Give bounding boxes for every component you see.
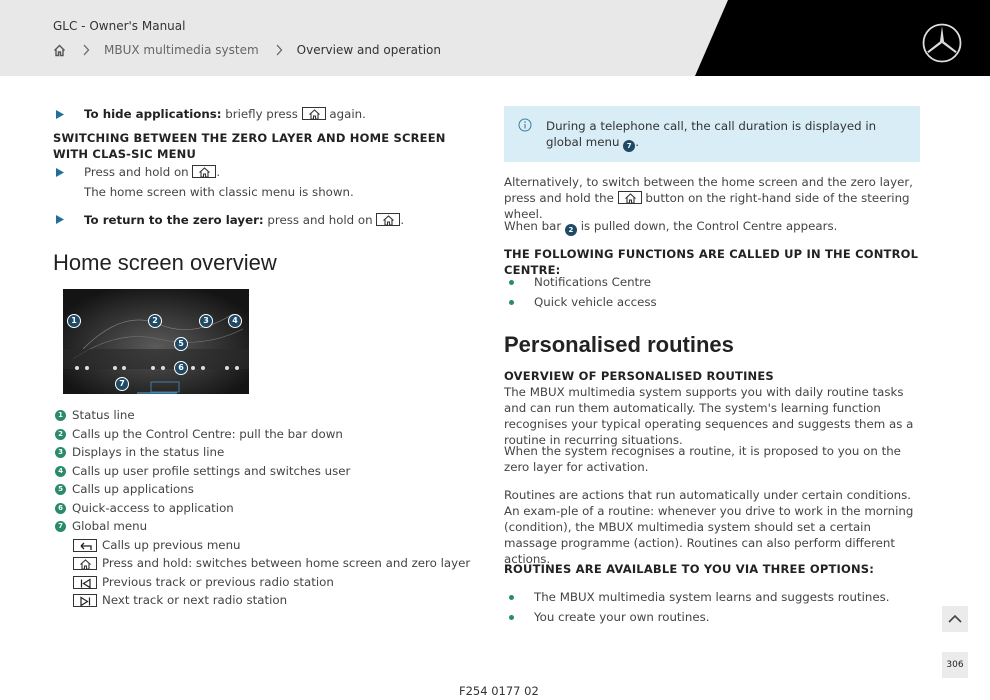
legend-text: Global menu [72,519,148,533]
routines-are-paragraph: Routines are actions that run automatically under certain conditions. An exam-ple of a routine: whenever you drive to work in the morning (condition), the MBUX multimedia system should set a certain massage programme (action). Routines can also perform different actions. [504,488,914,566]
home-icon [79,559,92,570]
back-key [73,539,97,552]
personalised-routines-heading: Personalised routines [504,332,734,357]
breadcrumb-item-mbux[interactable]: MBUX multimedia system [104,43,259,57]
list-item-text: Notifications Centre [534,275,652,289]
next-track-key [73,594,97,607]
when-system-paragraph: When the system recognises a routine, it is proposed to you on the zero layer for activation. [504,444,901,474]
return-zero-text: press and hold on [263,213,377,227]
alternatively-paragraph [504,174,924,222]
previous-track-icon [79,578,92,589]
hide-apps-text: briefly press [221,107,302,121]
alternatively-text: Alternatively, to switch between the home screen and the zero layer, press and hold the [504,175,913,205]
alternatively-text-end: button on the right-hand side of the steering wheel. [504,191,910,221]
chevron-up-icon [942,606,968,632]
step-arrow-icon [56,215,64,224]
home-icon [624,193,637,204]
home-screen-graphic [63,289,249,394]
page-header [0,0,990,76]
overview-routines-heading: OVERVIEW OF PERSONALISED ROUTINES [504,369,774,383]
list-item [504,588,890,608]
sub-legend-text: Previous track or previous radio station [102,574,334,589]
routine-options-list [504,588,890,627]
legend-item [55,443,475,462]
info-icon [518,118,532,132]
bar-number: 2 [565,224,577,236]
figure-id: F254 0177 02 [459,684,539,698]
bullet [509,595,514,600]
callout-3: 3 [199,314,213,328]
manual-title: GLC - Owner's Manual [53,19,186,33]
control-centre-functions-heading: THE FOLLOWING FUNCTIONS ARE CALLED UP IN THE CONTROL CENTRE: [504,247,919,277]
breadcrumb [53,42,441,58]
when-bar-paragraph [504,218,837,236]
home-icon[interactable] [53,44,66,57]
next-track-icon [79,596,92,607]
legend-number: 2 [55,429,66,440]
home-screen-illustration [63,289,249,394]
return-zero-text-end: . [400,213,405,227]
home-icon [382,215,395,226]
list-item [504,293,657,313]
home-screen-overview-heading: Home screen overview [53,250,277,275]
home-screen-legend [55,406,475,610]
press-hold-step [84,164,220,180]
hide-apps-step [84,106,366,122]
home-key [73,557,97,570]
legend-number: 4 [55,466,66,477]
bullet [509,280,514,285]
list-item [504,273,657,293]
legend-text: Calls up applications [72,482,194,496]
list-item [504,608,890,628]
legend-text: Quick-access to application [72,500,234,515]
bullet [509,300,514,305]
chevron-right-icon [275,44,283,56]
home-key [192,165,216,178]
three-options-heading: ROUTINES ARE AVAILABLE TO YOU VIA THREE OPTIONS: [504,562,875,576]
return-zero-label: To return to the zero layer: [84,213,264,227]
hide-apps-label: To hide applications: [84,107,222,121]
page-number: 306 [942,652,968,678]
legend-number: 3 [55,447,66,458]
hide-apps-text-end: again. [325,107,366,121]
info-text-end: . [635,135,639,149]
legend-item [55,406,475,425]
legend-item [55,462,475,481]
sub-legend-text: Calls up previous menu [102,537,241,552]
legend-text: Status line [72,408,135,422]
switching-heading: SWITCHING BETWEEN THE ZERO LAYER AND HOME SCREEN WITH CLAS-SIC MENU [53,131,446,161]
bullet [509,615,514,620]
when-bar-text: When bar [504,219,565,233]
step-arrow-icon [56,110,64,119]
return-zero-step [84,212,404,228]
breadcrumb-item-current[interactable]: Overview and operation [296,43,441,57]
legend-item [55,517,475,536]
home-key [618,191,642,204]
when-bar-text-end: is pulled down, the Control Centre appears. [576,219,838,233]
press-hold-text-end: . [216,165,221,179]
global-menu-number: 7 [623,140,635,152]
legend-text: Calls up the Control Centre: pull the bar down [72,426,343,441]
mercedes-star-logo [921,22,963,64]
home-shown-result: The home screen with classic menu is shown. [84,185,354,199]
legend-text: Displays in the status line [72,445,225,459]
home-icon [308,109,321,120]
info-text-main: During a telephone call, the call duration is displayed in global menu [546,119,877,149]
callout-7: 7 [115,377,129,391]
back-icon [79,541,93,552]
overview-paragraph: The MBUX multimedia system supports you with daily routine tasks and can run them automatically. The system's learning function recognises your typical operating sequences and suggests them as a routine in recurring situations. [504,385,914,447]
legend-item [55,425,475,444]
callout-1: 1 [67,314,81,328]
chevron-right-icon [82,44,90,56]
home-key [302,107,326,120]
callout-6: 6 [174,361,188,375]
sub-legend-item [55,591,475,610]
legend-text: Calls up user profile settings and switches user [72,463,351,478]
list-item-text: You create your own routines. [534,609,710,624]
info-note [504,106,920,162]
control-centre-list [504,273,657,312]
home-key [376,213,400,226]
list-item-text: The MBUX multimedia system learns and suggests routines. [534,590,890,604]
sub-legend-item [55,554,475,573]
home-icon [198,167,211,178]
callout-2: 2 [148,314,162,328]
legend-number: 7 [55,521,66,532]
legend-number: 6 [55,503,66,514]
header-black-band [0,0,990,76]
legend-number: 5 [55,484,66,495]
step-arrow-icon [56,168,64,177]
legend-number: 1 [55,410,66,421]
sub-legend-text: Press and hold: switches between home screen and zero layer [102,556,471,570]
info-text [546,118,906,152]
callout-5: 5 [174,337,188,351]
sub-legend-text: Next track or next radio station [102,593,288,607]
press-hold-text: Press and hold on [84,165,193,179]
previous-track-key [73,576,97,589]
sub-legend-item [55,536,475,555]
legend-item [55,499,475,518]
sub-legend-item [55,573,475,592]
legend-item [55,480,475,499]
list-item-text: Quick vehicle access [534,294,657,309]
callout-4: 4 [228,314,242,328]
scroll-to-top-button[interactable] [942,606,968,632]
